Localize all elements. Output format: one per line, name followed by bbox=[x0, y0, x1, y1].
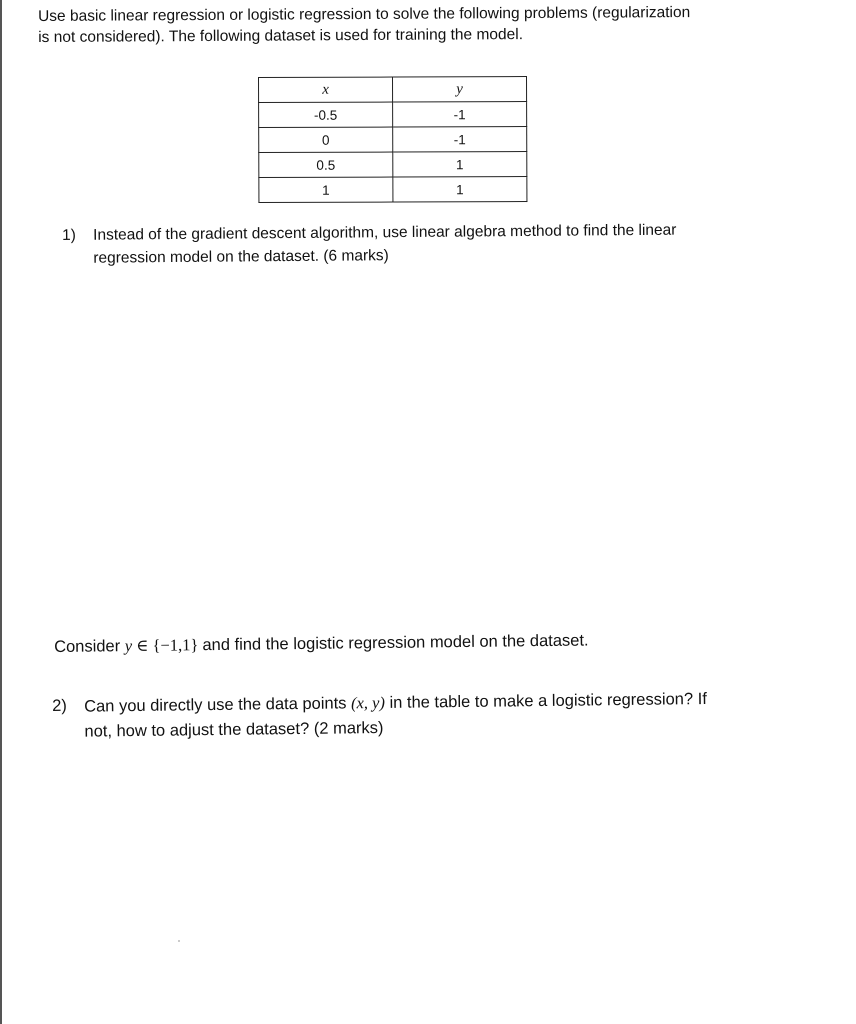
scan-speck bbox=[178, 940, 180, 942]
question-1-text bbox=[93, 218, 782, 270]
question-1-line-2: regression model on the dataset. (6 marks) bbox=[93, 247, 389, 267]
dataset-table-wrapper bbox=[258, 76, 527, 203]
intro-paragraph bbox=[38, 1, 798, 48]
consider-set: ∈ {−1,1} bbox=[131, 635, 203, 656]
table-row bbox=[259, 177, 527, 203]
question-1-line-1: Instead of the gradient descent algorithm, use linear algebra method to find the linear bbox=[93, 221, 677, 244]
consider-variable: y bbox=[124, 636, 133, 656]
table-row bbox=[259, 127, 527, 153]
cell-y: 1 bbox=[393, 152, 527, 177]
intro-line-1: Use basic linear regression or logistic regression to solve the following problems (regularization bbox=[38, 4, 691, 25]
cell-x: -0.5 bbox=[259, 102, 393, 127]
cell-y: 1 bbox=[393, 177, 527, 202]
intro-line-2: is not considered). The following dataset is used for training the model. bbox=[38, 26, 524, 46]
consider-prefix: Consider bbox=[54, 637, 125, 656]
question-2-text bbox=[84, 685, 813, 745]
header-x: x bbox=[259, 77, 393, 102]
question-2-math: (x, y) bbox=[350, 692, 386, 713]
cell-x: 0.5 bbox=[259, 152, 393, 177]
table-row bbox=[259, 152, 527, 178]
consider-statement bbox=[54, 627, 814, 658]
question-1-number: 1) bbox=[62, 226, 76, 244]
table-row bbox=[259, 102, 527, 128]
consider-suffix: and find the logistic regression model on the dataset. bbox=[202, 631, 589, 655]
cell-x: 1 bbox=[259, 177, 393, 202]
question-2-number: 2) bbox=[52, 696, 67, 715]
question-2 bbox=[52, 685, 813, 745]
question-1 bbox=[62, 218, 782, 270]
cell-y: -1 bbox=[393, 127, 527, 152]
question-2-line-2: not, how to adjust the dataset? (2 marks) bbox=[84, 718, 384, 741]
dataset-table bbox=[258, 76, 527, 203]
question-2-part-1: Can you directly use the data points bbox=[84, 694, 352, 716]
cell-y: -1 bbox=[393, 102, 527, 127]
question-2-part-2: in the table to make a logistic regression? If bbox=[384, 690, 707, 712]
page-edge bbox=[0, 0, 2, 1024]
header-y: y bbox=[393, 77, 527, 102]
table-header-row bbox=[259, 77, 527, 103]
cell-x: 0 bbox=[259, 127, 393, 152]
